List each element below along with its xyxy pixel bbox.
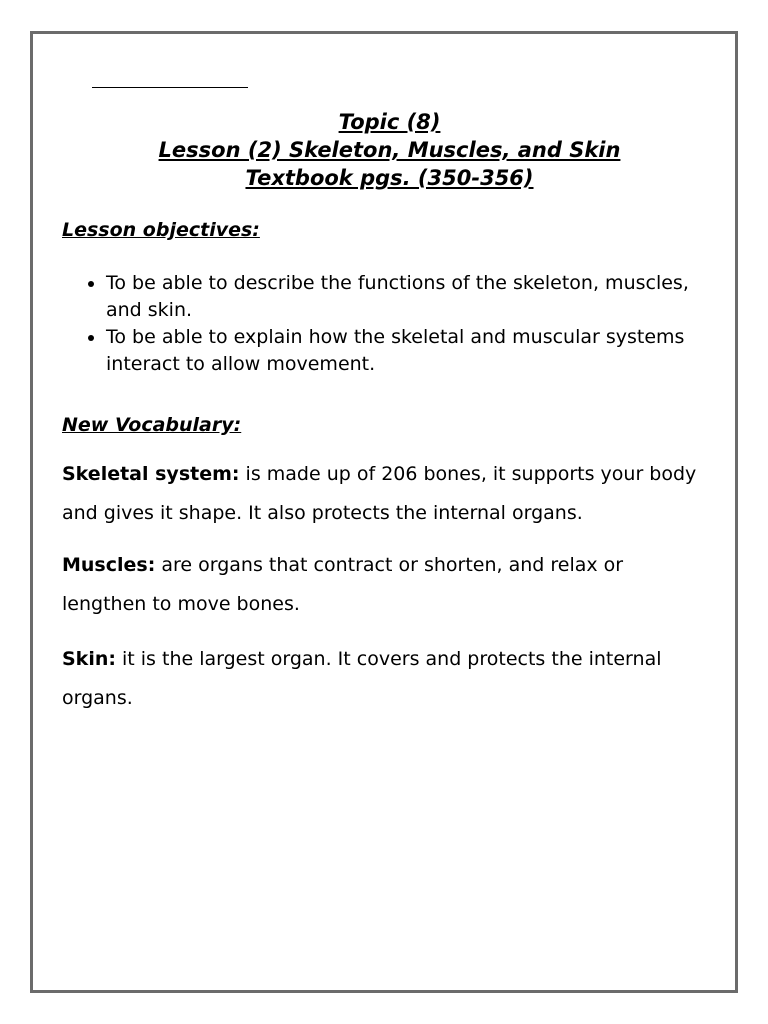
topic-title: Topic (8) — [338, 110, 441, 134]
lesson-heading — [62, 108, 717, 192]
page-border — [30, 31, 738, 993]
lesson-title: Lesson (2) Skeleton, Muscles, and Skin — [158, 138, 621, 162]
objectives-heading: Lesson objectives: — [62, 219, 260, 241]
objective-item: • To be able to explain how the skeletal and muscular systems interact to allow movement. — [106, 324, 702, 378]
objective-item: • To be able to describe the functions of the skeleton, muscles, and skin. — [106, 270, 702, 324]
vocab-definition: it is the largest organ. It covers and protects the internal organs. — [62, 648, 662, 709]
textbook-pages: Textbook pgs. (350-356) — [245, 166, 534, 190]
name-blank-line — [92, 87, 248, 88]
vocab-entry-skin — [62, 640, 712, 717]
vocabulary-heading: New Vocabulary: — [62, 414, 242, 436]
objectives-list — [62, 270, 702, 378]
vocab-term: Skeletal system: — [62, 463, 240, 485]
vocab-entry-muscles — [62, 546, 712, 623]
vocab-term: Skin: — [62, 648, 116, 670]
vocab-term: Muscles: — [62, 554, 156, 576]
vocab-definition: is made up of 206 bones, it supports your body and gives it shape. It also protects the internal organs. — [62, 463, 697, 524]
vocab-definition: are organs that contract or shorten, and relax or lengthen to move bones. — [62, 554, 624, 615]
vocab-entry-skeletal-system — [62, 455, 712, 532]
